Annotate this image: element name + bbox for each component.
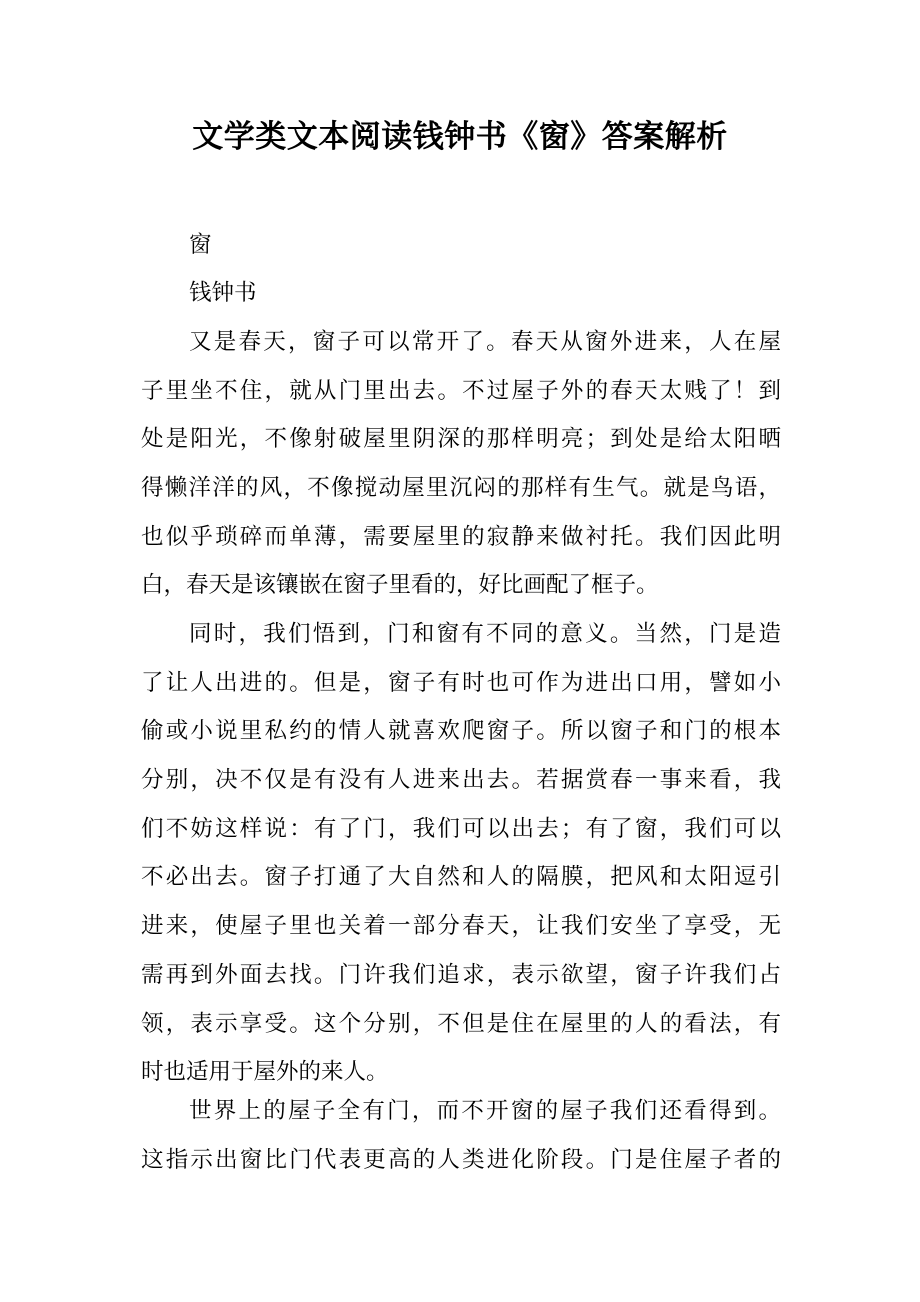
paragraph-line: 进来，使屋子里也关着一部分春天，让我们安坐了享受，无 (141, 913, 781, 940)
paragraph-line: 不必出去。窗子打通了大自然和人的隔膜，把风和太阳逗引 (141, 864, 781, 891)
paragraph-line: 了让人出进的。但是，窗子有时也可作为进出口用，譬如小 (141, 669, 781, 696)
paragraph-line: 同时，我们悟到，门和窗有不同的意义。当然，门是造 (189, 621, 781, 647)
paragraph-line: 时也适用于屋外的来人。 (141, 1059, 389, 1086)
paragraph-line: 也似乎琐碎而单薄，需要屋里的寂静来做衬托。我们因此明 (141, 523, 781, 550)
paragraph-2 (141, 610, 781, 1097)
paragraph-line: 需再到外面去找。门许我们追求，表示欲望，窗子许我们占 (141, 961, 781, 988)
paragraph-line: 子里坐不住，就从门里出去。不过屋子外的春天太贱了！到 (141, 377, 781, 404)
paragraph-line: 得懒洋洋的风，不像搅动屋里沉闷的那样有生气。就是鸟语， (141, 475, 781, 502)
paragraph-line: 又是春天，窗子可以常开了。春天从窗外进来，人在屋 (189, 329, 781, 355)
paragraph-line: 世界上的屋子全有门，而不开窗的屋子我们还看得到。 (189, 1098, 781, 1124)
paragraph-line: 偷或小说里私约的情人就喜欢爬窗子。所以窗子和门的根本 (141, 718, 781, 745)
paragraph-3 (141, 1087, 781, 1184)
paragraph-line: 白，春天是该镶嵌在窗子里看的，好比画配了框子。 (141, 572, 659, 599)
paragraph-line: 们不妨这样说：有了门，我们可以出去；有了窗，我们可以 (141, 815, 781, 842)
paragraph-line: 领，表示享受。这个分别，不但是住在屋里的人的看法，有 (141, 1010, 781, 1037)
paragraph-line: 处是阳光，不像射破屋里阴深的那样明亮；到处是给太阳晒 (141, 426, 781, 453)
paragraph-line: 这指示出窗比门代表更高的人类进化阶段。门是住屋子者的 (141, 1146, 781, 1173)
essay-author: 钱钟书 (189, 280, 257, 306)
essay-title: 窗 (189, 232, 212, 258)
document-title: 文学类文本阅读钱钟书《窗》答案解析 (192, 119, 728, 155)
paragraph-1 (141, 318, 781, 610)
paragraph-line: 分别，决不仅是有没有人进来出去。若据赏春一事来看，我 (141, 767, 781, 794)
